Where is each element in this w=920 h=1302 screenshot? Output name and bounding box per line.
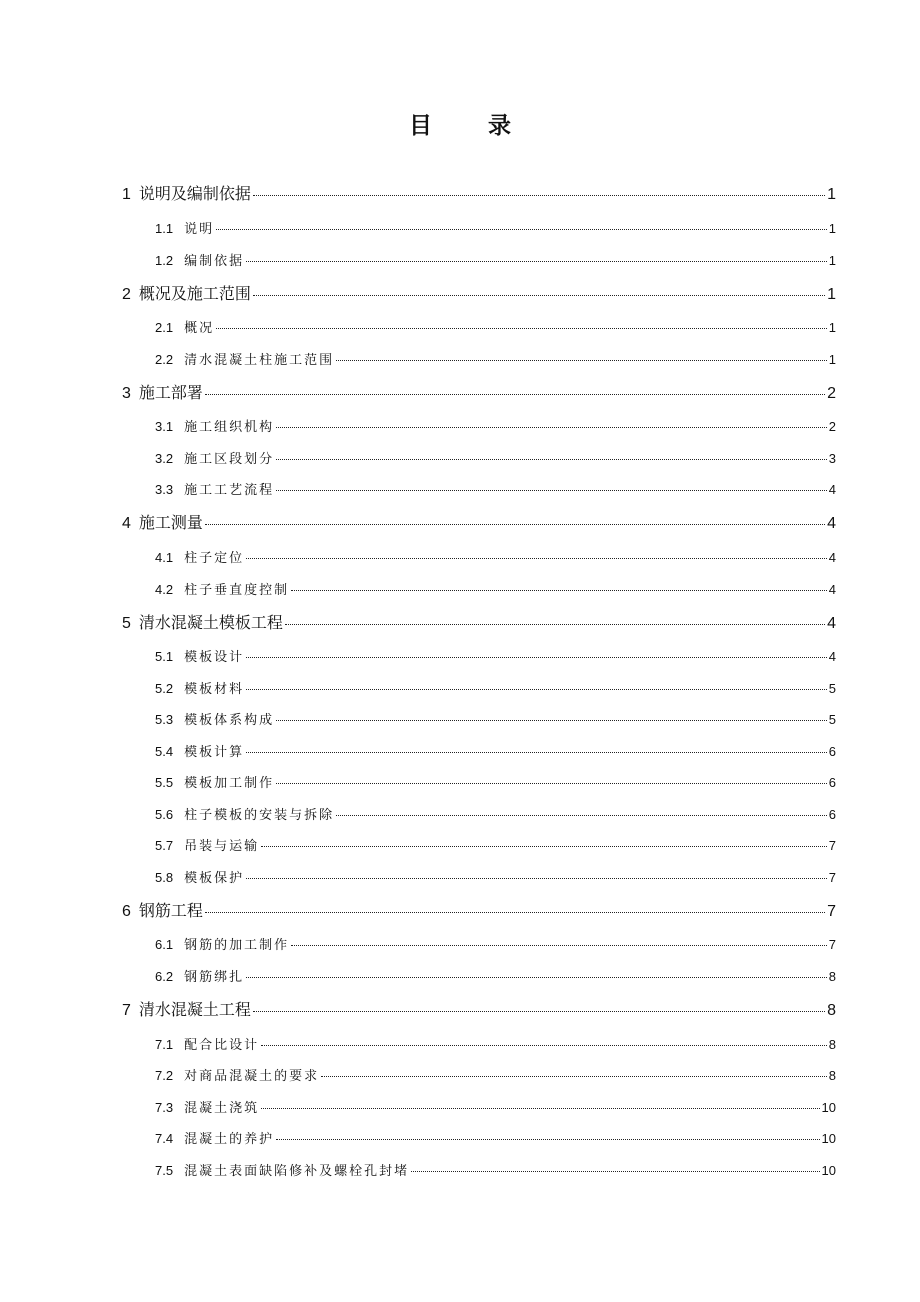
toc-entry[interactable]: [122, 183, 836, 206]
dot-leader: [246, 558, 827, 559]
dot-leader: [216, 229, 827, 230]
dot-leader: [205, 912, 825, 913]
dot-leader: [276, 490, 827, 491]
dot-leader: [216, 328, 827, 329]
toc-page-number: 4: [828, 582, 836, 597]
toc-entry[interactable]: [155, 1098, 836, 1119]
toc-entry[interactable]: [122, 283, 836, 306]
toc-page-number: 4: [827, 615, 836, 632]
dot-leader: [261, 1108, 819, 1109]
toc-title: 施工部署: [138, 383, 203, 402]
toc-number: 5.1: [155, 649, 174, 664]
toc-page-number: 1: [828, 221, 836, 236]
toc-entry[interactable]: [155, 350, 836, 371]
dot-leader: [276, 427, 827, 428]
toc-entry[interactable]: [155, 935, 836, 956]
toc-number: 4: [122, 515, 131, 532]
toc-page-number: 8: [827, 1002, 836, 1019]
toc-entry[interactable]: [155, 480, 836, 501]
toc-number: 7.2: [155, 1068, 174, 1083]
dot-leader: [246, 977, 827, 978]
toc-entry[interactable]: [155, 580, 836, 601]
toc-title: 吊装与运输: [184, 839, 260, 854]
toc-page-number: 4: [828, 649, 836, 664]
toc-title: 模板体系构成: [184, 713, 275, 728]
toc-title: 施工测量: [138, 513, 203, 532]
toc-page-number: 7: [827, 903, 836, 920]
toc-number: 7: [122, 1002, 131, 1019]
toc-title: 模板计算: [184, 745, 245, 760]
toc-page-number: 8: [828, 1037, 836, 1052]
toc-entry[interactable]: [155, 679, 836, 700]
toc-page-number: 10: [821, 1131, 836, 1146]
toc-entry[interactable]: [155, 1129, 836, 1150]
toc-number: 2.1: [155, 320, 174, 335]
toc-page-number: 8: [828, 969, 836, 984]
toc-number: 5.7: [155, 838, 174, 853]
toc-page-number: 6: [828, 744, 836, 759]
dot-leader: [291, 590, 827, 591]
toc-entry[interactable]: [155, 742, 836, 763]
page-title: 目 录: [408, 113, 535, 139]
toc-title: 钢筋绑扎: [184, 970, 245, 985]
toc-page-number: 1: [828, 253, 836, 268]
toc-entry[interactable]: [155, 710, 836, 731]
toc-page-number: 7: [828, 870, 836, 885]
toc-title: 模板设计: [184, 650, 245, 665]
toc-entry[interactable]: [155, 1161, 836, 1182]
toc-entry[interactable]: [155, 1066, 836, 1087]
toc-number: 6.1: [155, 937, 174, 952]
toc-entry[interactable]: [155, 773, 836, 794]
toc-number: 3.3: [155, 482, 174, 497]
toc-entry[interactable]: [122, 382, 836, 405]
dot-leader: [276, 783, 827, 784]
dot-leader: [261, 1045, 827, 1046]
toc-page-number: 1: [828, 352, 836, 367]
toc-entry[interactable]: [155, 836, 836, 857]
dot-leader: [246, 689, 827, 690]
toc-number: 3: [122, 385, 131, 402]
dot-leader: [276, 720, 827, 721]
toc-number: 7.1: [155, 1037, 174, 1052]
toc-title: 说明: [184, 222, 215, 237]
dot-leader: [321, 1076, 827, 1077]
toc-number: 2: [122, 286, 131, 303]
toc-title: 清水混凝土工程: [138, 1000, 251, 1019]
dot-leader: [411, 1171, 819, 1172]
toc-page-number: 6: [828, 775, 836, 790]
toc-title: 模板加工制作: [184, 776, 275, 791]
toc-page-number: 7: [828, 838, 836, 853]
toc-page-number: 2: [828, 419, 836, 434]
toc-title: 清水混凝土柱施工范围: [184, 353, 335, 368]
toc-title: 施工工艺流程: [184, 483, 275, 498]
toc-title: 编制依据: [184, 254, 245, 269]
toc-title: 说明及编制依据: [138, 184, 251, 203]
toc-number: 4.1: [155, 550, 174, 565]
toc-title: 概况: [184, 321, 215, 336]
toc-page-number: 5: [828, 712, 836, 727]
toc-number: 1: [122, 186, 131, 203]
toc-entry[interactable]: [122, 999, 836, 1022]
toc-number: 6: [122, 903, 131, 920]
toc-page-number: 4: [828, 482, 836, 497]
toc-number: 7.4: [155, 1131, 174, 1146]
dot-leader: [336, 360, 827, 361]
toc-number: 5.5: [155, 775, 174, 790]
toc-page-number: 5: [828, 681, 836, 696]
toc-entry[interactable]: [155, 318, 836, 339]
toc-number: 7.3: [155, 1100, 174, 1115]
toc-page-number: 4: [827, 515, 836, 532]
toc-number: 5.4: [155, 744, 174, 759]
toc-entry[interactable]: [155, 251, 836, 272]
toc-entry[interactable]: [122, 612, 836, 635]
toc-entry[interactable]: [155, 967, 836, 988]
toc-number: 1.2: [155, 253, 174, 268]
toc-entry[interactable]: [155, 449, 836, 470]
toc-title: 模板材料: [184, 682, 245, 697]
toc-entry[interactable]: [155, 219, 836, 240]
dot-leader: [261, 846, 827, 847]
toc-page-number: 4: [828, 550, 836, 565]
toc-entry[interactable]: [155, 805, 836, 826]
toc-page-number: 1: [827, 286, 836, 303]
toc-page-number: 3: [828, 451, 836, 466]
toc-title: 混凝土浇筑: [184, 1101, 260, 1116]
toc-page-number: 6: [828, 807, 836, 822]
toc-title: 柱子垂直度控制: [184, 583, 290, 598]
toc-title: 柱子定位: [184, 551, 245, 566]
dot-leader: [336, 815, 827, 816]
dot-leader: [285, 624, 825, 625]
toc-title: 配合比设计: [184, 1038, 260, 1053]
toc-number: 3.1: [155, 419, 174, 434]
toc-number: 2.2: [155, 352, 174, 367]
toc-title: 模板保护: [184, 871, 245, 886]
toc-number: 4.2: [155, 582, 174, 597]
dot-leader: [276, 459, 827, 460]
toc-title: 柱子模板的安装与拆除: [184, 808, 335, 823]
toc-page-number: 2: [827, 385, 836, 402]
dot-leader: [246, 657, 827, 658]
toc-title: 清水混凝土模板工程: [138, 613, 283, 632]
toc-title: 对商品混凝土的要求: [184, 1069, 320, 1084]
toc-page-number: 10: [821, 1163, 836, 1178]
toc-page-number: 8: [828, 1068, 836, 1083]
toc-entry[interactable]: [155, 417, 836, 438]
toc-title: 混凝土表面缺陷修补及螺栓孔封堵: [184, 1164, 410, 1179]
toc-number: 5.3: [155, 712, 174, 727]
toc-number: 5: [122, 615, 131, 632]
toc-title: 施工区段划分: [184, 452, 275, 467]
dot-leader: [253, 195, 825, 196]
toc-title: 施工组织机构: [184, 420, 275, 435]
dot-leader: [205, 524, 825, 525]
dot-leader: [276, 1139, 819, 1140]
toc-title: 概况及施工范围: [138, 284, 251, 303]
toc-entry[interactable]: [155, 548, 836, 569]
toc-title: 混凝土的养护: [184, 1132, 275, 1147]
toc-number: 5.8: [155, 870, 174, 885]
toc-entry[interactable]: [155, 1035, 836, 1056]
toc-page-number: 1: [827, 186, 836, 203]
dot-leader: [246, 261, 827, 262]
dot-leader: [205, 394, 825, 395]
toc-number: 1.1: [155, 221, 174, 236]
dot-leader: [253, 1011, 825, 1012]
dot-leader: [246, 878, 827, 879]
toc-entry[interactable]: [122, 512, 836, 535]
dot-leader: [291, 945, 827, 946]
dot-leader: [246, 752, 827, 753]
toc-number: 3.2: [155, 451, 174, 466]
toc-entry[interactable]: [155, 647, 836, 668]
toc-number: 5.2: [155, 681, 174, 696]
toc-page-number: 1: [828, 320, 836, 335]
toc-page-number: 7: [828, 937, 836, 952]
toc-number: 7.5: [155, 1163, 174, 1178]
toc-page-number: 10: [821, 1100, 836, 1115]
toc-entry[interactable]: [122, 900, 836, 923]
dot-leader: [253, 295, 825, 296]
toc-entry[interactable]: [155, 868, 836, 889]
toc-number: 6.2: [155, 969, 174, 984]
toc-title: 钢筋的加工制作: [184, 938, 290, 953]
toc-number: 5.6: [155, 807, 174, 822]
toc-title: 钢筋工程: [138, 901, 203, 920]
